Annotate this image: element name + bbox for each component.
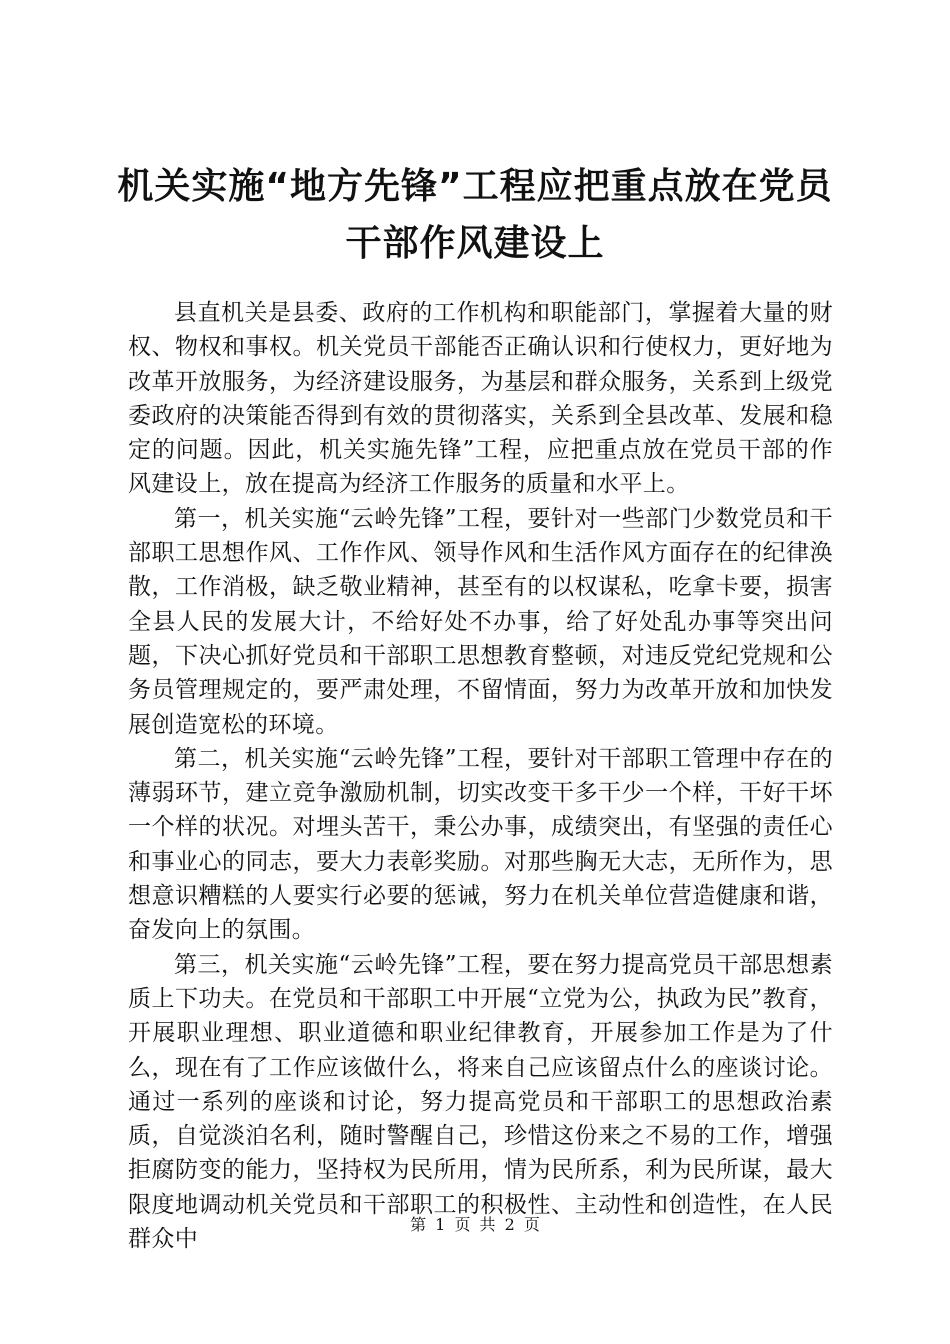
paragraph-first: 第一，机关实施“云岭先锋”工程，要针对一些部门少数党员和干部职工思想作风、工作作风、领导作风和生活作风方面存在的纪律涣散，工作消极，缺乏敬业精神，甚至有的以权谋私，吃拿卡要，损害全县人民的发展大计，不给好处不办事，给了好处乱办事等突出问题，下决心抓好党员和干部职工思想教育整顿，对违反党纪党规和公务员管理规定的，要严肃处理，不留情面，努力为改革开放和加快发展创造宽松的环境。: [128, 505, 833, 738]
paragraph-second: 第二，机关实施“云岭先锋”工程，要针对干部职工管理中存在的薄弱环节，建立竞争激励机制，切实改变干多干少一个样，干好干坏一个样的状况。对埋头苦干，秉公办事，成绩突出，有坚强的责任心和事业心的同志，要大力表彰奖励。对那些胸无大志，无所作为，思想意识糟糕的人要实行必要的惩诫，努力在机关单位营造健康和谐，奋发向上的氛围。: [128, 745, 833, 944]
paragraph-third: 第三，机关实施“云岭先锋”工程，要在努力提高党员干部思想素质上下功夫。在党员和干部职工中开展“立党为公，执政为民”教育，开展职业理想、职业道德和职业纪律教育，开展参加工作是为了什么，现在有了工作应该做什么，将来自己应该留点什么的座谈讨论。通过一系列的座谈和讨论，努力提高党员和干部职工的思想政治素质，自觉淡泊名利，随时警醒自己，珍惜这份来之不易的工作，增强拒腐防变的能力，坚持权为民所用，情为民所系，利为民所谋，最大限度地调动机关党员和干部职工的积极性、主动性和创造性，在人民群众中: [128, 951, 833, 1253]
title-line-1: 机关实施“地方先锋”工程应把重点放在党员: [117, 166, 833, 207]
paragraph-intro: 县直机关是县委、政府的工作机构和职能部门，掌握着大量的财权、物权和事权。机关党员干部能否正确认识和行使权力，更好地为改革开放服务，为经济建设服务，为基层和群众服务，关系到上级党委政府的决策能否得到有效的贯彻落实，关系到全县改革、发展和稳定的问题。因此，机关实施先锋”工程，应把重点放在党员干部的作风建设上，放在提高为经济工作服务的质量和水平上。: [128, 300, 833, 498]
document-title: [100, 158, 850, 272]
document-body: [128, 296, 833, 1256]
page-footer: 第 1 页 共 2 页: [410, 1215, 540, 1234]
title-line-2: 干部作风建设上: [345, 223, 605, 264]
